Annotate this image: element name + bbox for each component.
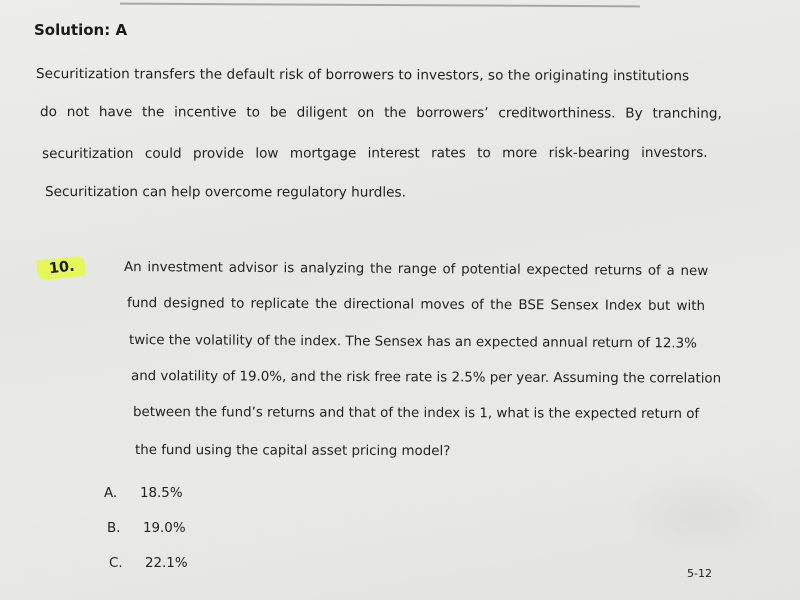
solution-line: Securitization transfers the default risk of borrowers to investors, so the originating institutions [35,66,690,85]
page-number: 5-12 [687,567,712,580]
option-letter: A. [104,486,118,501]
question-line: the fund using the capital asset pricing model? [134,443,451,460]
previous-text-cutoff [120,0,640,7]
bleed-through-shadow [620,470,780,560]
solution-line: do not have the incentive to be diligent on the borrowers’ creditworthiness. By tranching, [39,104,722,122]
question-line: twice the volatility of the index. The Sensex has an expected annual return of 12.3% [128,333,697,352]
question-line: fund designed to replicate the directional moves of the BSE Sensex Index but with [126,296,706,315]
option-value: 19.0% [143,521,186,536]
question-line: between the fund’s returns and that of the index is 1, what is the expected return of [132,405,700,422]
question-line: An investment advisor is analyzing the range of potential expected returns of a new [123,260,709,280]
solution-heading: Solution: A [34,21,128,39]
solution-line: securitization could provide low mortgage interest rates to more risk-bearing investors. [41,144,708,162]
question-number-highlighted: 10. [36,256,86,281]
solution-line: Securitization can help overcome regulatory hurdles. [44,184,406,201]
answer-option-b [107,521,186,536]
option-value: 22.1% [145,556,188,571]
question-line: and volatility of 19.0%, and the risk free rate is 2.5% per year. Assuming the correlation [130,369,722,387]
option-letter: B. [107,521,121,536]
option-value: 18.5% [140,486,183,501]
answer-option-c [109,556,188,571]
option-letter: C. [109,556,123,571]
answer-option-a [104,486,183,501]
